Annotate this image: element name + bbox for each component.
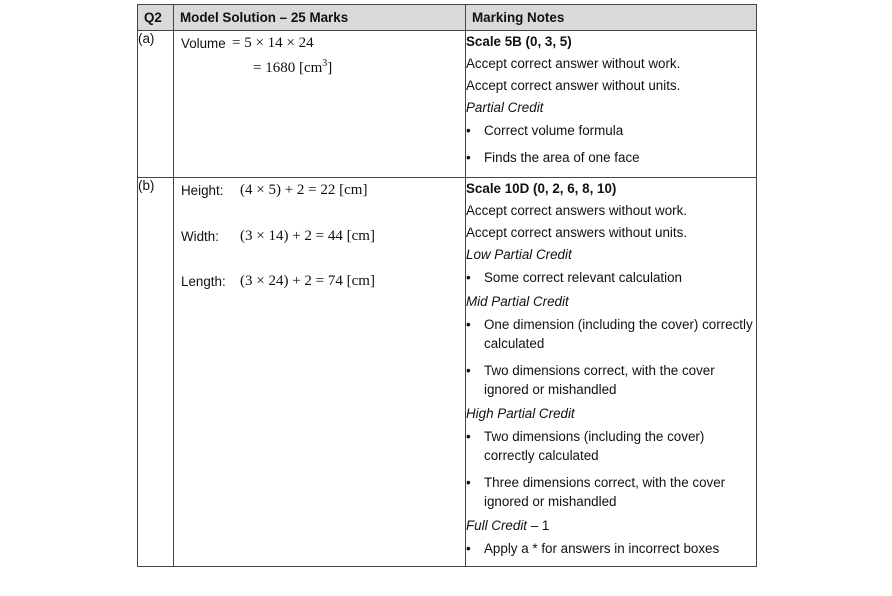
part-b-accept-2: Accept correct answers without units. [466,225,688,240]
full-credit-heading [466,515,756,537]
part-a-solution [174,31,466,178]
mid-bullet [466,354,756,400]
volume-result-sup: 3 [322,58,328,69]
part-b-scale: Scale 10D (0, 2, 6, 8, 10) [466,181,617,196]
part-a-bullet [466,141,756,168]
mid-partial-heading: Mid Partial Credit [466,294,569,309]
part-a-label: (a) [138,31,174,178]
bullet-icon: • [466,150,471,165]
header-q: Q2 [138,5,174,31]
low-bullet [466,266,756,288]
part-b-row [138,178,757,567]
width-label: Width: [181,229,219,244]
bullet-text: Two dimensions correct, with the cover ignored or mishandled [484,363,715,397]
high-bullet [466,425,756,466]
bullet-icon: • [466,541,471,556]
marking-scheme-table [137,4,757,567]
part-a-scale: Scale 5B (0, 3, 5) [466,34,572,49]
bullet-text: Three dimensions correct, with the cover ignored or mishandled [484,475,726,509]
height-label: Height: [181,183,224,198]
bullet-icon: • [466,475,471,490]
bullet-icon: • [466,123,471,138]
bullet-text: Apply a * for answers in incorrect boxes [484,541,720,556]
low-partial-heading: Low Partial Credit [466,247,572,262]
full-credit-label: Full Credit [466,518,528,533]
part-a-bullet [466,119,756,141]
high-partial-heading: High Partial Credit [466,406,575,421]
part-a-accept-2: Accept correct answer without units. [466,78,681,93]
header-notes: Marking Notes [466,5,757,31]
part-a-notes [466,31,757,178]
volume-result-end: ] [327,60,333,76]
bullet-icon: • [466,317,471,332]
volume-line [181,36,226,51]
length-expr: (3 × 24) + 2 = 74 [cm] [240,273,375,289]
high-bullet [466,466,756,512]
part-a-row [138,31,757,178]
bullet-text: One dimension (including the cover) correctly calculated [484,317,753,351]
volume-result-text: = 1680 [cm [253,60,323,76]
mid-bullet [466,313,756,354]
part-b-solution [174,178,466,567]
length-label: Length: [181,274,226,289]
bullet-icon: • [466,363,471,378]
bullet-icon: • [466,429,471,444]
full-credit-suffix: – 1 [527,518,550,533]
part-a-partial-heading: Partial Credit [466,100,544,115]
full-bullet [466,537,756,559]
volume-result [253,58,332,77]
part-b-label: (b) [138,178,174,567]
width-expr: (3 × 14) + 2 = 44 [cm] [240,228,375,244]
bullet-text: Some correct relevant calculation [484,270,682,285]
part-b-notes [466,178,757,567]
height-expr: (4 × 5) + 2 = 22 [cm] [240,182,368,198]
part-a-accept-1: Accept correct answer without work. [466,56,681,71]
volume-expr: = 5 × 14 × 24 [232,35,314,51]
bullet-text: Two dimensions (including the cover) correctly calculated [484,429,705,463]
part-b-accept-1: Accept correct answers without work. [466,203,688,218]
bullet-text: Correct volume formula [484,123,624,138]
bullet-icon: • [466,270,471,285]
header-row [138,5,757,31]
bullet-text: Finds the area of one face [484,150,640,165]
header-solution: Model Solution – 25 Marks [174,5,466,31]
volume-label: Volume [181,36,226,51]
